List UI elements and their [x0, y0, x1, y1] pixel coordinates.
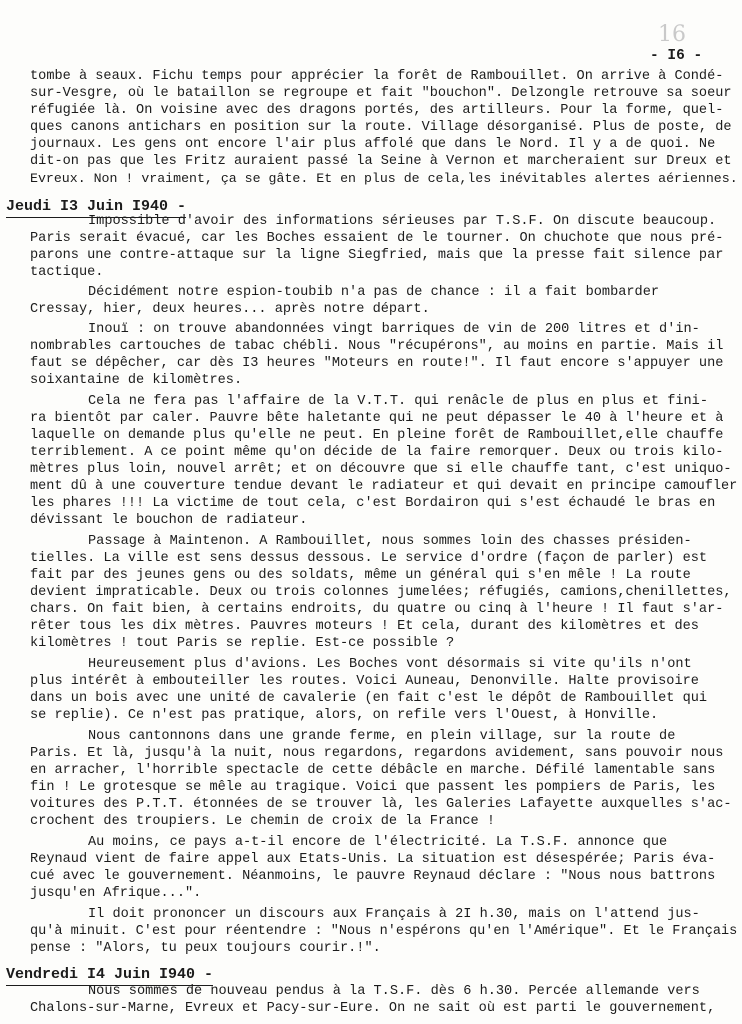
text-line: en arracher, l'horrible spectacle de cette débâcle en marche. Défilé lamentable sans: [30, 762, 716, 778]
text-line: jusqu'en Afrique...".: [30, 885, 202, 901]
text-line: Cressay, hier, deux heures... après notre départ.: [30, 301, 430, 317]
text-line: dans un bois avec une unité de cavalerie (en fait c'est le dépôt de Rambouillet qui: [30, 691, 708, 706]
text-line: terriblement. A ce point même qu'on décide de la faire remorquer. Deux ou trois kilo-: [30, 445, 724, 461]
text-line: Reynaud vient de faire appel aux Etats-Unis. La situation est désespérée; Paris éva-: [30, 851, 716, 867]
text-line: Nous sommes de nouveau pendus à la T.S.F. dès 6 h.30. Percée allemande vers: [88, 984, 700, 999]
page-number: - I6 -: [650, 48, 703, 64]
text-line: mètres plus loin, nouvel arrêt; et on découvre que si elle chauffe tant, c'est uniquo-: [30, 462, 732, 478]
text-line: faut se dépêcher, car dès I3 heures "Moteurs en route!". Il faut encore s'appuyer une: [30, 356, 724, 372]
text-line: dévissant le bouchon de radiateur.: [30, 513, 308, 529]
text-line: tactique.: [30, 264, 104, 280]
text-line: cué avec le gouvernement. Néanmoins, le pauvre Reynaud déclare : "Nous nous battrons: [30, 868, 716, 884]
text-line: Impossible d'avoir des informations sérieuses par T.S.F. On discute beaucoup.: [88, 213, 717, 229]
text-line: soixantaine de kilomètres.: [30, 373, 243, 389]
text-line: se replie). Ce n'est pas pratique, alors, on refile vers l'Ouest, à Honville.: [30, 708, 659, 723]
text-line: ment dû à une couverture tendue devant le radiateur et qui devait en principe camoufler: [30, 479, 738, 495]
text-line: qu'à minuit. C'est pour réentendre : "Nous n'espérons qu'en l'Amérique". Et le Français: [30, 923, 738, 939]
text-line: nombrables cartouches de tabac chébli. Nous "récupérons", au moins en partie. Mais il: [30, 339, 724, 355]
text-line: Passage à Maintenon. A Rambouillet, nous sommes loin des chasses présiden-: [88, 534, 692, 550]
text-line: Chalons-sur-Marne, Evreux et Pacy-sur-Eure. On ne sait où est parti le gouvernement,: [30, 1001, 716, 1016]
text-line: Heureusement plus d'avions. Les Boches vont désormais si vite qu'ils n'ont: [88, 656, 692, 672]
text-line: Evreux. Non ! vraiment, ça se gâte. Et en plus de cela,les inévitables alertes aériennes.: [30, 171, 738, 187]
text-line: Nous cantonnons dans une grande ferme, en plein village, sur la route de: [88, 728, 676, 744]
text-line: réfugiée là. On voisine avec des dragons portés, des artilleurs. Pour la forme, quel-: [30, 103, 724, 118]
text-line: Décidément notre espion-toubib n'a pas de chance : il a fait bombarder: [88, 284, 660, 300]
text-line: journaux. Les gens ont encore l'air plus affolé que dans le Nord. Il y a de quoi. Ne: [30, 137, 716, 153]
text-line: laquelle on demande plus qu'elle ne peut. En pleine forêt de Rambouillet,elle chauffe: [30, 428, 724, 444]
text-line: Cela ne fera pas l'affaire de la V.T.T. qui renâcle de plus en plus et fini-: [88, 394, 708, 410]
text-line: Paris serait évacué, car les Boches essaient de le tourner. On chuchote que nous pré-: [30, 230, 724, 246]
text-line: Paris. Et là, jusqu'à la nuit, nous regardons, regardons avidement, sans pouvoir nous: [30, 745, 724, 761]
text-line: rêter tous les dix mètres. Pauvres moteurs ! Et cela, durant des kilomètres et des: [30, 619, 699, 635]
text-line: tielles. La ville est sens dessus dessous. Le service d'ordre (façon de parler) est: [30, 551, 708, 567]
text-line: chars. On fait bien, à certains endroits, du quatre ou cinq à l'heure ! Il faut s'ar-: [30, 602, 724, 618]
text-line: Au moins, ce pays a-t-il encore de l'électricité. La T.S.F. annonce que: [88, 834, 668, 850]
text-line: ra bientôt par caler. Pauvre bête haletante qui ne peut dépasser le 40 à l'heure et à: [30, 411, 724, 427]
text-line: ques canons antichars en position sur la route. Village désorganisé. Plus de poste, de: [30, 120, 732, 135]
text-line: fait par des jeunes gens ou des soldats, même un général qui s'en mêle ! La route: [30, 568, 691, 584]
text-line: kilomètres ! tout Paris se replie. Est-ce possible ?: [30, 636, 455, 652]
text-line: Il doit prononcer un discours aux Français à 2I h.30, mais on l'attend jus-: [88, 906, 700, 922]
text-line: voitures des P.T.T. étonnées de se trouver là, les Galeries Lafayette auxquelles s'ac-: [30, 796, 732, 812]
date-heading: Vendredi I4 Juin I940 -: [6, 966, 213, 986]
faint-page-mark: 16: [658, 22, 686, 47]
text-line: dit-on pas que les Fritz auraient passé la Seine à Vernon et marcheraient sur Dreux et: [30, 154, 732, 170]
text-line: parons une contre-attaque sur la ligne Siegfried, mais que la presse fait silence par: [30, 247, 724, 263]
text-line: crochent des troupiers. Le chemin de croix de la France !: [30, 813, 495, 829]
text-line: fin ! Le grotesque se mêle au tragique. Voici que passent les pompiers de Paris, les: [30, 779, 716, 795]
text-line: sur-Vesgre, où le bataillon se regroupe et fait "bouchon". Delzongle retrouve sa soeur: [30, 86, 732, 101]
text-line: les phares !!! La victime de tout cela, c'est Bordairon qui s'est échaudé le bras en: [30, 496, 716, 512]
date-heading: Jeudi I3 Juin I940 -: [6, 198, 186, 218]
text-line: devient impraticable. Deux ou trois colonnes jumelées; réfugiés, camions,chenillettes,: [30, 585, 732, 601]
text-line: Inouï : on trouve abandonnées vingt barriques de vin de 200 litres et d'in-: [88, 322, 700, 338]
text-line: plus intérêt à embouteiller les routes. Voici Auneau, Denonville. Halte provisoire: [30, 673, 699, 689]
text-line: pense : "Alors, tu peux toujours courir.!".: [30, 940, 381, 956]
text-line: tombe à seaux. Fichu temps pour apprécier la forêt de Rambouillet. On arrive à Condé-: [30, 69, 724, 84]
